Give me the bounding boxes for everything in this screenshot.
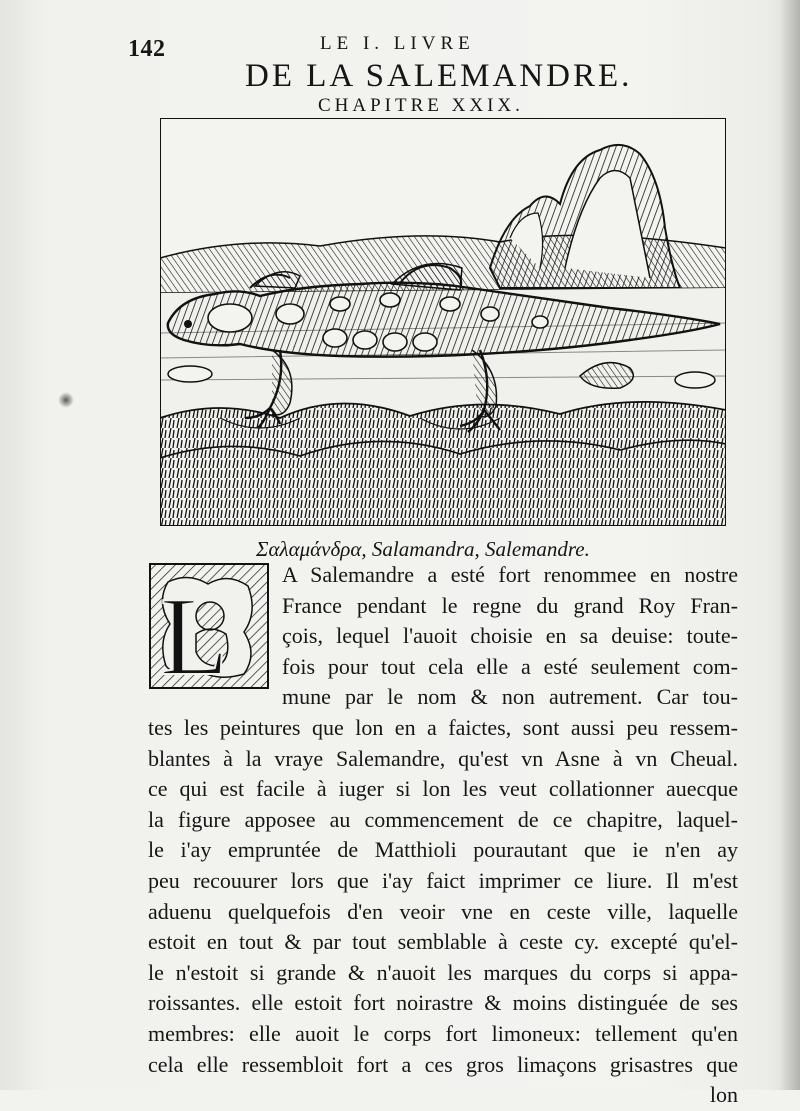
figure-caption: Σαλαμάνδρα, Salamandra, Salemandre.: [256, 537, 590, 561]
initial-letter: L: [160, 575, 229, 690]
text-line: peu recouurer lors que i'ay faict imprimer ce liure. Il m'est: [148, 867, 738, 893]
text-line: A Salemandre a esté fort renommee en nostre: [282, 562, 738, 587]
text-line: roissantes. elle estoit fort noirastre & moins distinguée de ses: [148, 990, 738, 1016]
page-edge-shadow: [780, 0, 800, 1090]
text-line-catchword: lon: [709, 1082, 738, 1108]
text-line: cela elle ressembloit fort a ces gros limaçons grisastres que: [148, 1051, 738, 1077]
page-number: 142: [128, 36, 166, 62]
salamander-woodcut: [160, 118, 726, 526]
text-line: le i'ay empruntée de Matthioli pourautant que ie n'en ay: [148, 837, 738, 863]
text-line: blantes à la vraye Salemandre, qu'est vn Asne à vn Cheual.: [148, 745, 738, 771]
text-line: aduenu quelquefois d'en veoir vne en ceste ville, laquelle: [148, 898, 738, 924]
page-title: DE LA SALEMANDRE.: [245, 58, 633, 94]
running-head: LE I. LIVRE: [320, 33, 475, 54]
text-line: estoit en tout & par tout semblable à ceste cy. excepté qu'el-: [148, 929, 738, 955]
text-line: la figure apposee au commencement de ce chapitre, laquel-: [148, 806, 738, 832]
ink-stain: [58, 392, 74, 408]
chapter-heading: CHAPITRE XXIX.: [318, 95, 524, 116]
text-line: ce qui est facile à iuger si lon les veut collationner auecque: [148, 776, 738, 802]
text-line: fois pour tout cela elle a esté seulement com-: [282, 653, 738, 679]
text-line: membres: elle auoit le corps fort limoneux: tellement qu'en: [148, 1020, 738, 1046]
text-line: France pendant le regne du grand Roy Fran-: [282, 592, 738, 618]
body-text: [148, 560, 738, 1111]
text-line: çois, lequel l'auoit choisie en sa deuise: toute-: [282, 623, 738, 649]
text-line: tes les peintures que lon en a faictes, sont aussi peu ressem-: [148, 714, 738, 740]
text-line: mune par le nom & non autrement. Car tou-: [282, 684, 738, 710]
text-line: le n'estoit si grande & n'auoit les marques du corps si appa-: [148, 959, 738, 985]
